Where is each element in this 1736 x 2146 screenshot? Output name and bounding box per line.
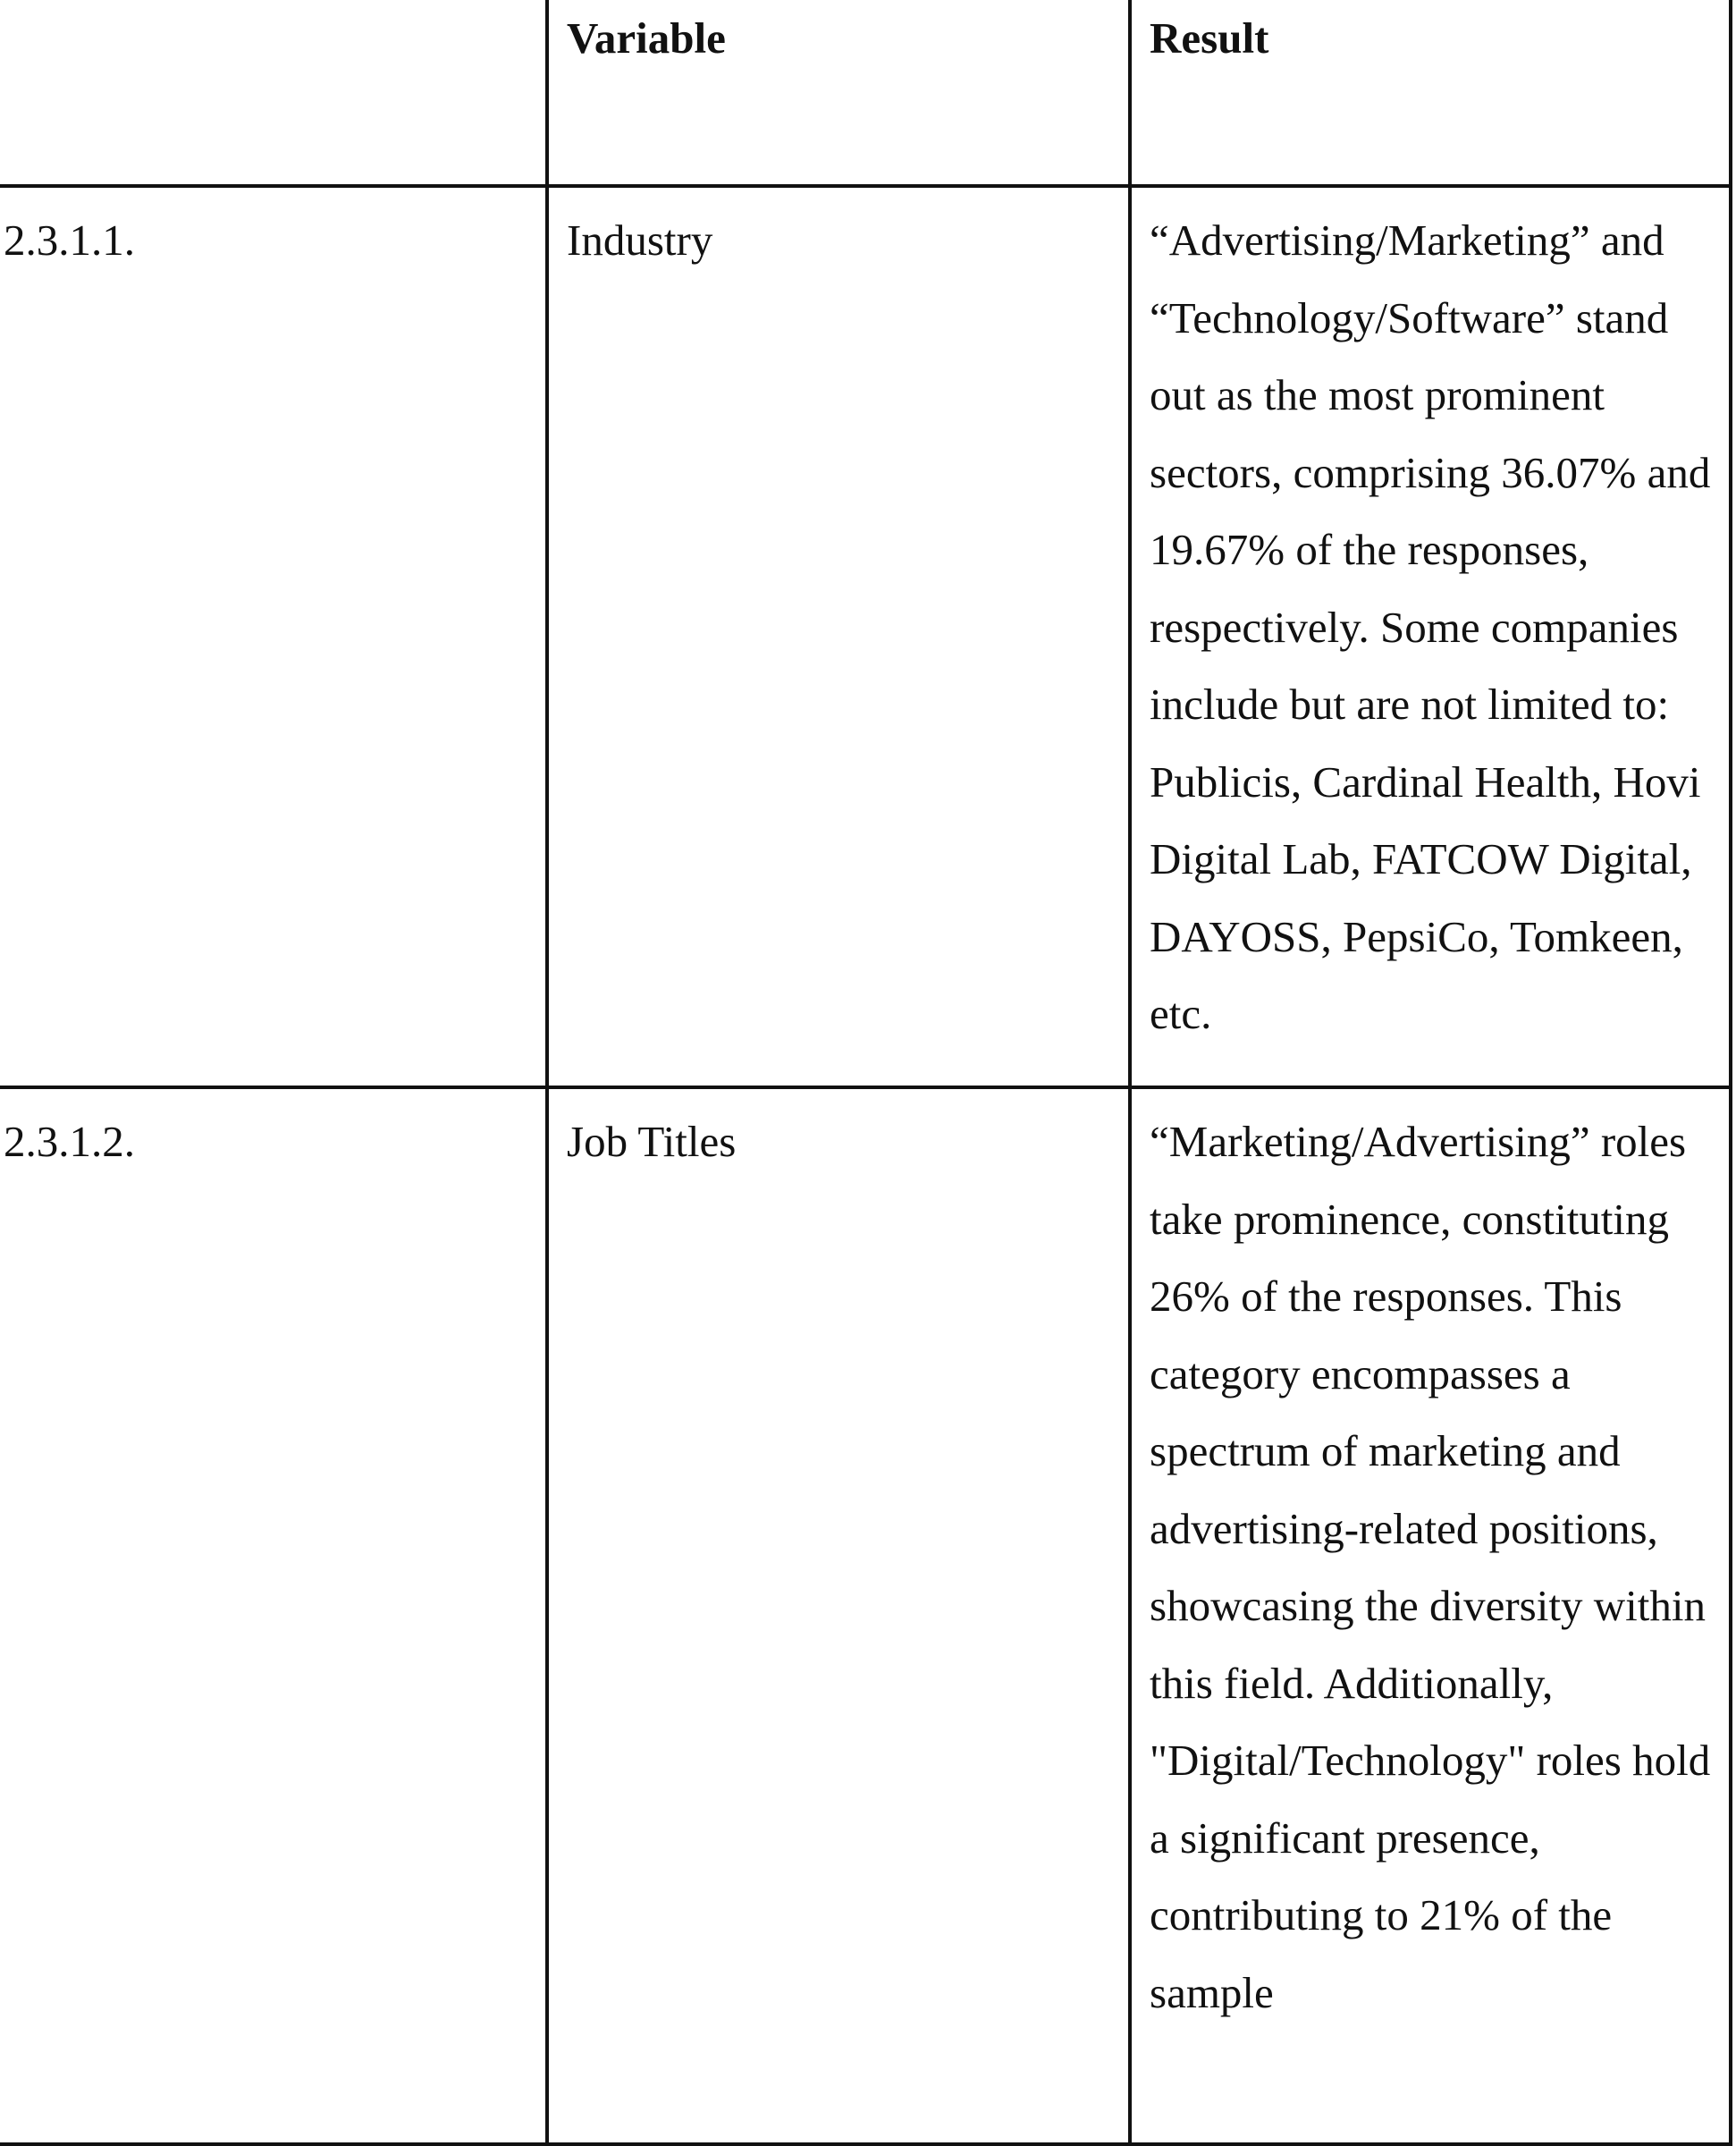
header-result-label: Result <box>1150 13 1269 63</box>
row-result: “Marketing/Advertising” roles take prominence, constituting 26% of the responses. This category encompasses a spectrum of marketing and advertising-related positions, showcasing the diversity within this field. Additionally, "Digital/Technology" roles hold a significant presence, contributing to 21% of the sample <box>1150 1117 1711 2017</box>
row-variable: Industry <box>567 215 713 265</box>
row-number-cell <box>0 186 547 1087</box>
row-result-cell <box>1130 1087 1731 2144</box>
row-variable-cell <box>547 186 1130 1087</box>
row-number-cell <box>0 1087 547 2144</box>
row-number: 2.3.1.1. <box>4 215 135 265</box>
table-row <box>0 186 1731 1087</box>
header-cell-variable <box>547 0 1130 186</box>
row-variable-cell <box>547 1087 1130 2144</box>
row-number: 2.3.1.2. <box>4 1117 135 1166</box>
table-row <box>0 1087 1731 2144</box>
header-cell-result <box>1130 0 1731 186</box>
row-result: “Advertising/Marketing” and “Technology/Software” stand out as the most prominent sectors, comprising 36.07% and 19.67% of the responses, respectively. Some companies include but are not limited to: Publicis, Cardinal Health, Hovi Digital Lab, FATCOW Digital, DAYOSS, PepsiCo, Tomkeen, etc. <box>1150 215 1711 1038</box>
header-cell-number <box>0 0 547 186</box>
row-variable: Job Titles <box>567 1117 737 1166</box>
row-result-cell <box>1130 186 1731 1087</box>
header-variable-label: Variable <box>567 13 726 63</box>
table-header-row <box>0 0 1731 186</box>
